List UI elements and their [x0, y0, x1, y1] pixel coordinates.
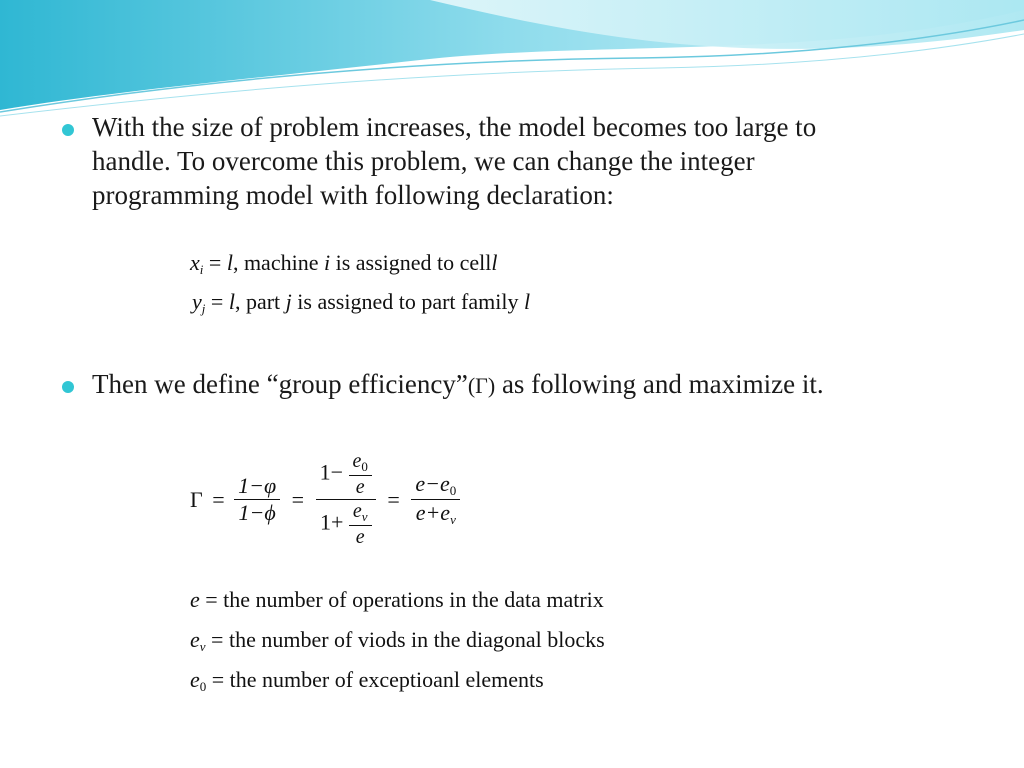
bullet-dot-icon: [62, 381, 74, 393]
bullet-dot-icon: [62, 124, 74, 136]
fraction-1: $\frac{1-\varphi}{1-\phi}$: [234, 473, 280, 526]
group-efficiency-formula: Γ = $\frac{1-\varphi}{1-\phi}$ = 1− $\frac{e_0}{e}$ 1+ $\frac{e_v}{e}$ = $\frac{e-e_0}{e+e_v}$: [190, 450, 460, 549]
declaration-x: $x_i = l$, machine i is assigned to celll: [190, 250, 498, 277]
definition-e: e = the number of operations in the data matrix: [190, 587, 604, 612]
bullet-line: handle. To overcome this problem, we can change the integer: [92, 146, 755, 176]
definition-e0: $e_0$ = the number of exceptioanl elements: [190, 667, 544, 694]
bullet-line: programming model with following declaration:: [92, 180, 614, 210]
bullet-line: With the size of problem increases, the model becomes too large to: [92, 112, 817, 142]
fraction-2: 1− $\frac{e_0}{e}$ 1+ $\frac{e_v}{e}$: [316, 450, 376, 549]
fraction-3: $\frac{e-e_0}{e+e_v}$: [411, 471, 460, 528]
declaration-y: $y_j = l$, part j is assigned to part family l: [192, 289, 531, 316]
definition-ev: $e_v$ = the number of viods in the diagonal blocks: [190, 627, 605, 654]
bullet-line: Then we define “group efficiency”(Γ) as following and maximize it.: [92, 369, 824, 399]
